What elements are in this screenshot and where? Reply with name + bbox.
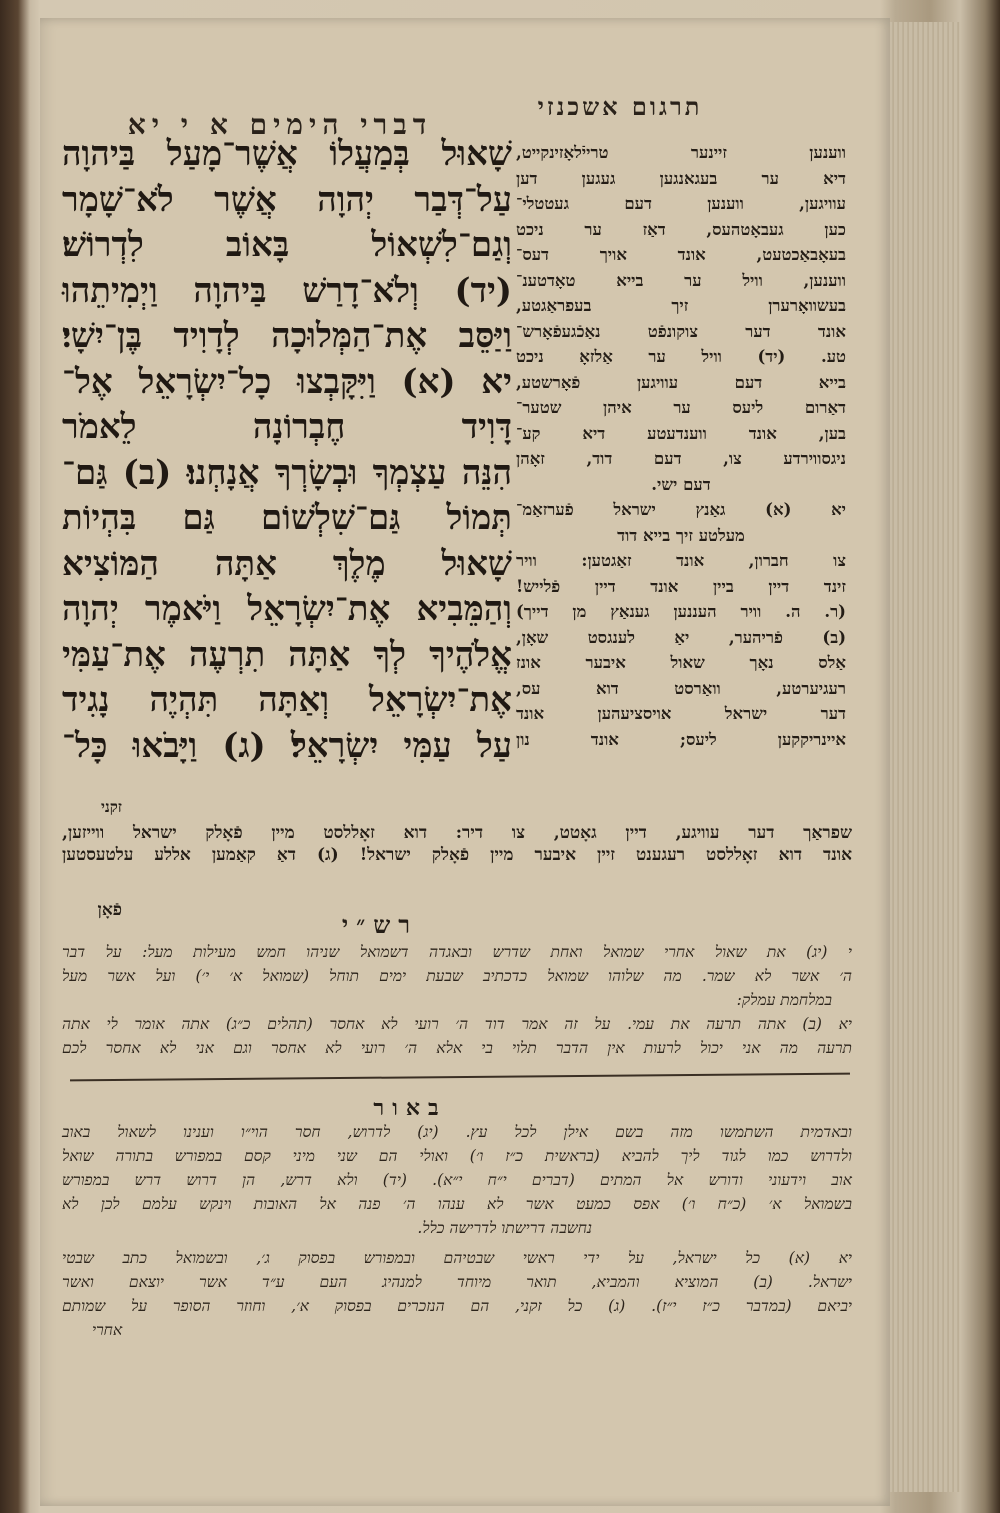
yiddish-translation	[516, 140, 846, 752]
catchword: פֿאָן	[97, 900, 122, 920]
main-line: שָׁאוּל מֶלֶךְ אַתָּה הַמּוֹצִיא	[62, 543, 512, 584]
commentary-line: יא (א) כל ישראל, על ידי ראשי שבטיהם ובמפורש בפסוק ג׳, ובשמואל כתב שבטי	[62, 1249, 852, 1267]
main-line: יא (א) וַיִּקָּבְצוּ כָל־יִשְׂרָאֵל אֶל־	[62, 361, 512, 402]
rashi-commentary	[62, 940, 852, 1060]
yiddish-continuation	[62, 822, 852, 866]
yiddish-line: זינד דיין ביין אונד דיין פֿלייש!	[516, 576, 846, 596]
yiddish-line: בען, אונד ווענדעטע דיא קע־	[516, 423, 846, 443]
yiddish-line: (ב) פֿריהער, יאַ לענגסט שאָן,	[516, 627, 846, 647]
yiddish-line: בייא דעם עוויגען פֿאָרשטע,	[516, 372, 846, 392]
commentary-line: ולדרוש כמו לגוד ליך להביא (בראשית כ״ז ו׳) ואולי הם שני מיני קסם במפורש בתורה שואל	[62, 1147, 852, 1165]
yiddish-line: שפראַך דער עוויגע, דיין גאָטט, צו דיר: דוא זאָללסט מיין פֿאָלק ישראל ווייזען,	[62, 823, 852, 843]
beur-commentary	[62, 1120, 852, 1342]
yiddish-line: ווענען, וויל ער בייא טאָדטענ־	[516, 270, 846, 290]
commentary-line: י (יג) את שאול אחרי שמואל ואחת שדרש ובאגדה דשמואל שניהו חמש מעילות מעל: על דבר	[62, 943, 852, 961]
catchword: זקני	[100, 798, 122, 816]
main-line: וְהַמֵּבִיא אֶת־יִשְׂרָאֵל וַיֹּאמֶר יְהוָה	[62, 589, 512, 629]
commentary-line: תרעה מה אני יכול לרעות אין הדבר תלוי בי אלא ה׳ רועי לא אחסר וגם אני לא אחסר לכם	[62, 1039, 852, 1057]
yiddish-line: עוויגען, ווענען דעם געטטלי־	[516, 194, 846, 213]
yiddish-line: ווענען זיינער טרייֿלאָזינקייט,	[516, 143, 846, 162]
beur-header: באור	[373, 1095, 447, 1121]
main-line: שָׁאוּל בְּמַעֲלוֹ אֲשֶׁר־מָעַל בַּיהוָה	[62, 134, 512, 174]
main-line: עַל־דְּבַר יְהוָה אֲשֶׁר לֹא־שָׁמָר	[62, 179, 512, 220]
yiddish-line: בעשוואָרערן זיך בעפראַגטע,	[516, 296, 846, 315]
rashi-header: רש״י	[341, 910, 419, 939]
main-header: דברי הימים א י יא	[127, 108, 433, 141]
yiddish-line: דעם ישי.	[651, 474, 711, 494]
yiddish-line: איינריקקען ליעס; אונד נון	[516, 729, 846, 749]
main-line: אֶת־יִשְׂרָאֵל וְאַתָּה תִּהְיֶה נָגִיד	[62, 680, 512, 720]
commentary-line: בשמואל א׳ (כ״ח ו׳) אפס כמעט אשר לא ענהו ה׳ פנה אל האובות וינקש עלמם לכן לא	[62, 1195, 852, 1213]
yiddish-line: אַלס נאָך שאול איבער אונז	[516, 653, 846, 672]
yiddish-line: טע. (יד) וויל ער אַלזאָ ניכט	[516, 347, 846, 366]
yiddish-line: אונד דער צוקונפֿט נאַכֿגעפֿאָרש־	[516, 321, 846, 341]
yiddish-line: מעלטע זיך בייא דוד	[617, 525, 745, 545]
translation-header: תרגום אשכנזי	[537, 92, 703, 121]
commentary-line: ה׳ אשר לא שמר. מה שלוהו שמואל כדכתיב שבעת ימים תוחל (שמואל א׳ י׳) ועל אשר מעל	[62, 967, 852, 985]
main-text	[62, 132, 512, 769]
commentary-line: ובאדמית השתמשו מזה בשם אילן לכל עץ. (יג) לדרוש, חסר הוי״ו וענינו לשאול באוב	[62, 1123, 852, 1141]
yiddish-line: דער ישראל אויסציעהען אונד	[516, 704, 846, 723]
commentary-line: יא (ב) אתה תרעה את עמי. על זה אמר דוד ה׳ רועי לא אחסר (תהלים כ״ג) אתה אומר לי אתה	[62, 1015, 852, 1033]
commentary-line: ישראל. (ב) המוציא והמביא, תואר מיוחד למנהיג העם ע״ד אשר יוצאם ואשר	[62, 1273, 852, 1291]
yiddish-line: (ר. ה. וויר העננען גענאַץ מן דייך)	[516, 602, 846, 621]
yiddish-line: דאַרום ליעס ער איהן שטער־	[516, 398, 846, 417]
main-line: דָּוִיד חֶבְרוֹנָה לֵאמֹר	[62, 407, 512, 447]
yiddish-line: בעאָבאַכטעט, אונד אויך דעס־	[516, 245, 846, 264]
main-line: הִנֵּה עַצְמְךָ וּבְשָׂרְךָ אֲנָחְנוּ׃ (ב) גַּם־	[62, 452, 512, 493]
commentary-line: אוב וידעוני ודורש אל המתים (דברים י״ח י״א). (יד) ולא דרש, הן דרוש דרש במפורש	[62, 1171, 852, 1189]
main-line: תְּמוֹל גַּם־שִׁלְשׁוֹם גַּם בִּהְיוֹת	[62, 498, 512, 538]
yiddish-line: כען געבאָטהעס, דאַז ער ניכט	[516, 219, 846, 239]
yiddish-line: ניגסווירדע צו, דעם דוד, זאָהן	[516, 449, 846, 468]
main-line: (יד) וְלֹא־דָרַשׁ בַּיהוָה וַיְמִיתֵהוּ	[62, 270, 512, 311]
catchword: אחרי	[92, 1321, 123, 1339]
main-line: וְגַם־לִשְׁאוֹל בָּאוֹב לִדְרוֹשׁ׃	[62, 225, 512, 265]
yiddish-line: יא (א) גאַנץ ישראל פֿערזאַמ־	[516, 500, 846, 519]
commentary-line: יביאם (במדבר כ״ז י״ז). (ג) כל זקני, הם הנזכרים בפסוק א׳, וחוזר הסופר על שמותם	[62, 1297, 852, 1315]
commentary-line: נחשבה דרישתו לדרישה כלל.	[417, 1219, 592, 1237]
commentary-line: במלחמת עמלק:	[736, 991, 832, 1009]
main-line: אֱלֹהֶיךָ לְךָ אַתָּה תִרְעֶה אֶת־עַמִּי	[62, 634, 512, 675]
main-line: עַל עַמִּי יִשְׂרָאֵל׃ (ג) וַיָּבֹאוּ כָּל־	[62, 725, 512, 766]
yiddish-line: דיא ער בעגאנגען געגען דען	[516, 168, 846, 188]
page-edges	[890, 22, 960, 1492]
main-line: וַיַּסֵּב אֶת־הַמְּלוּכָה לְדָוִיד בֶּן־יִשָׁי׃	[62, 316, 512, 356]
yiddish-line: צו חברון, אונד זאַגטען: וויר	[516, 551, 846, 570]
yiddish-line: אונד דוא זאָללסט רעגענט זיין איבער מיין פֿאָלק ישראל! (ג) דאַ קאַמען אללע עלטעסטען	[62, 845, 852, 865]
yiddish-line: רעגיערטע, וואַרסט דוא עס,	[516, 678, 846, 698]
